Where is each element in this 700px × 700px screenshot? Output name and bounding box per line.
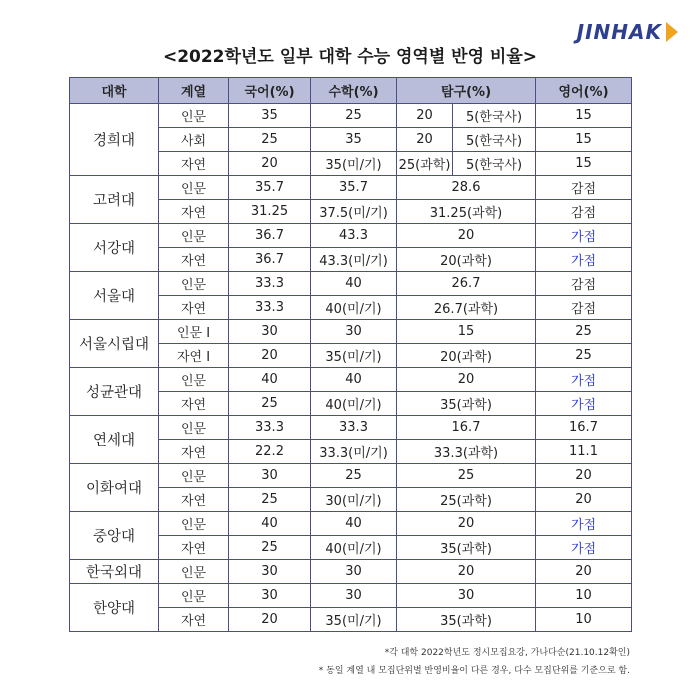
header-math: 수학(%) — [311, 78, 397, 104]
math-cell: 40(미/기) — [311, 536, 397, 560]
univ-name: 성균관대 — [70, 368, 159, 416]
math-cell: 25 — [311, 104, 397, 128]
korean-cell: 36.7 — [229, 224, 311, 248]
math-cell: 30 — [311, 584, 397, 608]
track-cell: 인문 — [159, 464, 229, 488]
korean-cell: 25 — [229, 536, 311, 560]
table-row — [70, 320, 632, 344]
english-cell: 16.7 — [536, 416, 632, 440]
math-cell: 25 — [311, 464, 397, 488]
english-cell: 10 — [536, 584, 632, 608]
math-cell: 35(미/기) — [311, 344, 397, 368]
track-cell: 자연 — [159, 296, 229, 320]
math-cell: 43.3(미/기) — [311, 248, 397, 272]
korean-cell: 40 — [229, 512, 311, 536]
page-title: <2022학년도 일부 대학 수능 영역별 반영 비율> — [162, 47, 538, 67]
history-cell: 5(한국사) — [453, 104, 536, 128]
univ-name: 한국외대 — [70, 560, 159, 584]
univ-name: 중앙대 — [70, 512, 159, 560]
math-cell: 30(미/기) — [311, 488, 397, 512]
english-cell: 11.1 — [536, 440, 632, 464]
history-cell: 5(한국사) — [453, 128, 536, 152]
english-cell: 가점 — [536, 224, 632, 248]
korean-cell: 30 — [229, 584, 311, 608]
inquiry-cell: 30 — [397, 584, 536, 608]
english-cell: 감점 — [536, 200, 632, 224]
english-cell: 25 — [536, 320, 632, 344]
math-cell: 37.5(미/기) — [311, 200, 397, 224]
univ-name: 경희대 — [70, 104, 159, 176]
inquiry-cell: 31.25(과학) — [397, 200, 536, 224]
jinhak-logo: JINHAK — [577, 20, 678, 44]
table-row — [70, 416, 632, 440]
univ-name: 고려대 — [70, 176, 159, 224]
inquiry-cell: 20 — [397, 560, 536, 584]
korean-cell: 25 — [229, 488, 311, 512]
korean-cell: 20 — [229, 152, 311, 176]
track-cell: 자연 — [159, 200, 229, 224]
math-cell: 35(미/기) — [311, 608, 397, 632]
english-cell: 20 — [536, 560, 632, 584]
english-cell: 10 — [536, 608, 632, 632]
track-cell: 인문 — [159, 584, 229, 608]
table-row — [70, 464, 632, 488]
track-cell: 자연 — [159, 392, 229, 416]
table-row — [70, 584, 632, 608]
english-cell: 감점 — [536, 176, 632, 200]
inquiry-cell: 33.3(과학) — [397, 440, 536, 464]
korean-cell: 30 — [229, 320, 311, 344]
track-cell: 자연 — [159, 248, 229, 272]
inquiry-cell: 20 — [397, 224, 536, 248]
korean-cell: 25 — [229, 128, 311, 152]
table-row — [70, 368, 632, 392]
table-row — [70, 104, 632, 128]
korean-cell: 25 — [229, 392, 311, 416]
univ-name: 서울대 — [70, 272, 159, 320]
english-cell: 가점 — [536, 512, 632, 536]
korean-cell: 40 — [229, 368, 311, 392]
univ-name: 서강대 — [70, 224, 159, 272]
inquiry-cell: 35(과학) — [397, 536, 536, 560]
english-cell: 가점 — [536, 392, 632, 416]
english-cell: 25 — [536, 344, 632, 368]
inquiry-cell: 20(과학) — [397, 344, 536, 368]
logo-arrow-icon — [666, 22, 678, 42]
inquiry-cell: 28.6 — [397, 176, 536, 200]
header-korean: 국어(%) — [229, 78, 311, 104]
english-cell: 가점 — [536, 368, 632, 392]
math-cell: 33.3 — [311, 416, 397, 440]
univ-name: 서울시립대 — [70, 320, 159, 368]
math-cell: 30 — [311, 560, 397, 584]
math-cell: 35(미/기) — [311, 152, 397, 176]
table-row — [70, 512, 632, 536]
footnote-criteria: * 동일 계열 내 모집단위별 반영비율이 다른 경우, 다수 모집단위를 기준으로 함. — [318, 666, 630, 676]
footnote-source: *각 대학 2022학년도 정시모집요강, 가나다순(21.10.12확인) — [384, 648, 630, 658]
inquiry-cell: 35(과학) — [397, 392, 536, 416]
inquiry-cell: 35(과학) — [397, 608, 536, 632]
inquiry-cell: 25(과학) — [397, 488, 536, 512]
korean-cell: 20 — [229, 344, 311, 368]
math-cell: 35.7 — [311, 176, 397, 200]
track-cell: 인문 — [159, 560, 229, 584]
header-track: 계열 — [159, 78, 229, 104]
korean-cell: 35.7 — [229, 176, 311, 200]
table-row — [70, 176, 632, 200]
header-univ: 대학 — [70, 78, 159, 104]
track-cell: 자연 — [159, 152, 229, 176]
track-cell: 자연 I — [159, 344, 229, 368]
univ-name: 연세대 — [70, 416, 159, 464]
inquiry-cell: 20(과학) — [397, 248, 536, 272]
korean-cell: 36.7 — [229, 248, 311, 272]
header-inquiry: 탐구(%) — [397, 78, 536, 104]
track-cell: 사회 — [159, 128, 229, 152]
math-cell: 35 — [311, 128, 397, 152]
math-cell: 40(미/기) — [311, 392, 397, 416]
track-cell: 인문 I — [159, 320, 229, 344]
korean-cell: 33.3 — [229, 272, 311, 296]
track-cell: 자연 — [159, 440, 229, 464]
english-cell: 20 — [536, 464, 632, 488]
math-cell: 43.3 — [311, 224, 397, 248]
inquiry-cell: 16.7 — [397, 416, 536, 440]
korean-cell: 22.2 — [229, 440, 311, 464]
track-cell: 인문 — [159, 416, 229, 440]
inquiry-cell: 25 — [397, 464, 536, 488]
korean-cell: 33.3 — [229, 296, 311, 320]
track-cell: 자연 — [159, 488, 229, 512]
header-english: 영어(%) — [536, 78, 632, 104]
inquiry-cell: 20 — [397, 128, 453, 152]
korean-cell: 33.3 — [229, 416, 311, 440]
korean-cell: 30 — [229, 560, 311, 584]
english-cell: 가점 — [536, 248, 632, 272]
track-cell: 인문 — [159, 512, 229, 536]
english-cell: 가점 — [536, 536, 632, 560]
inquiry-cell: 20 — [397, 368, 536, 392]
math-cell: 40 — [311, 368, 397, 392]
math-cell: 30 — [311, 320, 397, 344]
english-cell: 20 — [536, 488, 632, 512]
inquiry-cell: 15 — [397, 320, 536, 344]
math-cell: 40 — [311, 512, 397, 536]
english-cell: 15 — [536, 104, 632, 128]
math-cell: 33.3(미/기) — [311, 440, 397, 464]
inquiry-cell: 25(과학) — [397, 152, 453, 176]
history-cell: 5(한국사) — [453, 152, 536, 176]
table-row — [70, 224, 632, 248]
track-cell: 인문 — [159, 368, 229, 392]
korean-cell: 30 — [229, 464, 311, 488]
track-cell: 자연 — [159, 536, 229, 560]
header-row — [70, 78, 632, 104]
track-cell: 인문 — [159, 176, 229, 200]
english-cell: 감점 — [536, 296, 632, 320]
track-cell: 인문 — [159, 272, 229, 296]
math-cell: 40(미/기) — [311, 296, 397, 320]
track-cell: 인문 — [159, 104, 229, 128]
table-row — [70, 560, 632, 584]
english-cell: 감점 — [536, 272, 632, 296]
english-cell: 15 — [536, 128, 632, 152]
korean-cell: 20 — [229, 608, 311, 632]
track-cell: 인문 — [159, 224, 229, 248]
track-cell: 자연 — [159, 608, 229, 632]
univ-name: 한양대 — [70, 584, 159, 632]
inquiry-cell: 26.7(과학) — [397, 296, 536, 320]
inquiry-cell: 20 — [397, 512, 536, 536]
ratio-table — [69, 77, 632, 632]
math-cell: 40 — [311, 272, 397, 296]
univ-name: 이화여대 — [70, 464, 159, 512]
inquiry-cell: 26.7 — [397, 272, 536, 296]
korean-cell: 31.25 — [229, 200, 311, 224]
inquiry-cell: 20 — [397, 104, 453, 128]
table-row — [70, 272, 632, 296]
english-cell: 15 — [536, 152, 632, 176]
korean-cell: 35 — [229, 104, 311, 128]
